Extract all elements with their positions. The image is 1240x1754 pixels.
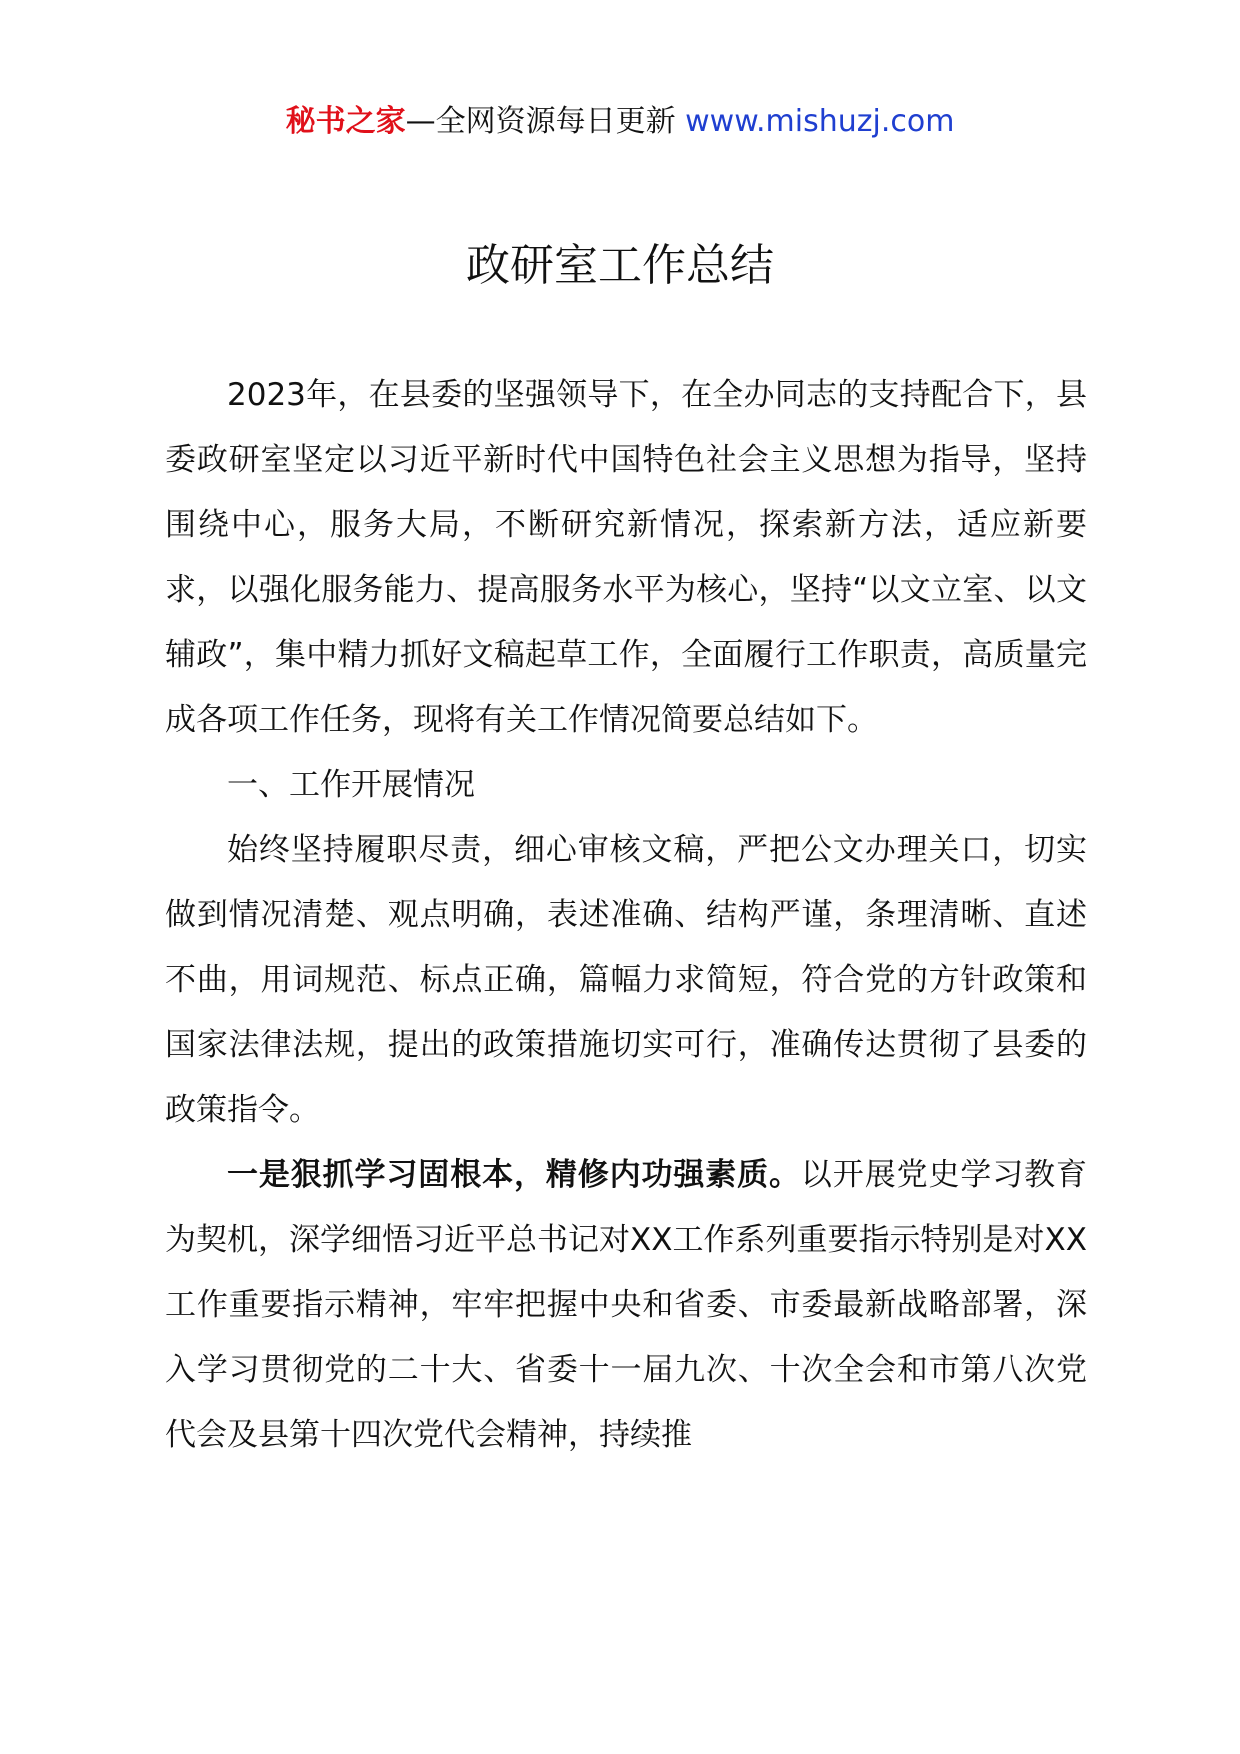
document-body xyxy=(165,363,1087,1468)
document-title: 政研室工作总结 xyxy=(466,240,774,291)
point-paragraph xyxy=(165,1143,1087,1468)
brand-name: 秘书之家 xyxy=(285,104,406,139)
header-tagline: —全网资源每日更新 xyxy=(405,104,676,139)
site-header xyxy=(0,100,1240,144)
intro-paragraph: 2023年，在县委的坚强领导下，在全办同志的支持配合下，县委政研室坚定以习近平新时代中国特色社会主义思想为指导，坚持围绕中心，服务大局，不断研究新情况，探索新方法，适应新要求，以强化服务能力、提高服务水平为核心，坚持“以文立室、以文辅政”，集中精力抓好文稿起草工作，全面履行工作职责，高质量完成各项工作任务，现将有关工作情况简要总结如下。 xyxy=(165,377,1087,738)
point-text: 以开展党史学习教育为契机，深学细悟习近平总书记对XX工作系列重要指示特别是对XX工作重要指示精神，牢牢把握中央和省委、市委最新战略部署，深入学习贯彻党的二十大、省委十一届九次、十次全会和市第八次党代会及县第十四次党代会精神，持续推 xyxy=(165,1157,1087,1453)
section-paragraph: 始终坚持履职尽责，细心审核文稿，严把公文办理关口，切实做到情况清楚、观点明确，表述准确、结构严谨，条理清晰、直述不曲，用词规范、标点正确，篇幅力求简短，符合党的方针政策和国家法律法规，提出的政策措施切实可行，准确传达贯彻了县委的政策指令。 xyxy=(165,832,1087,1128)
site-url-link[interactable]: www.mishuzj.com xyxy=(685,104,955,139)
section-heading: 一、工作开展情况 xyxy=(227,767,475,803)
point-lead: 一是狠抓学习固根本，精修内功强素质。 xyxy=(227,1157,801,1193)
